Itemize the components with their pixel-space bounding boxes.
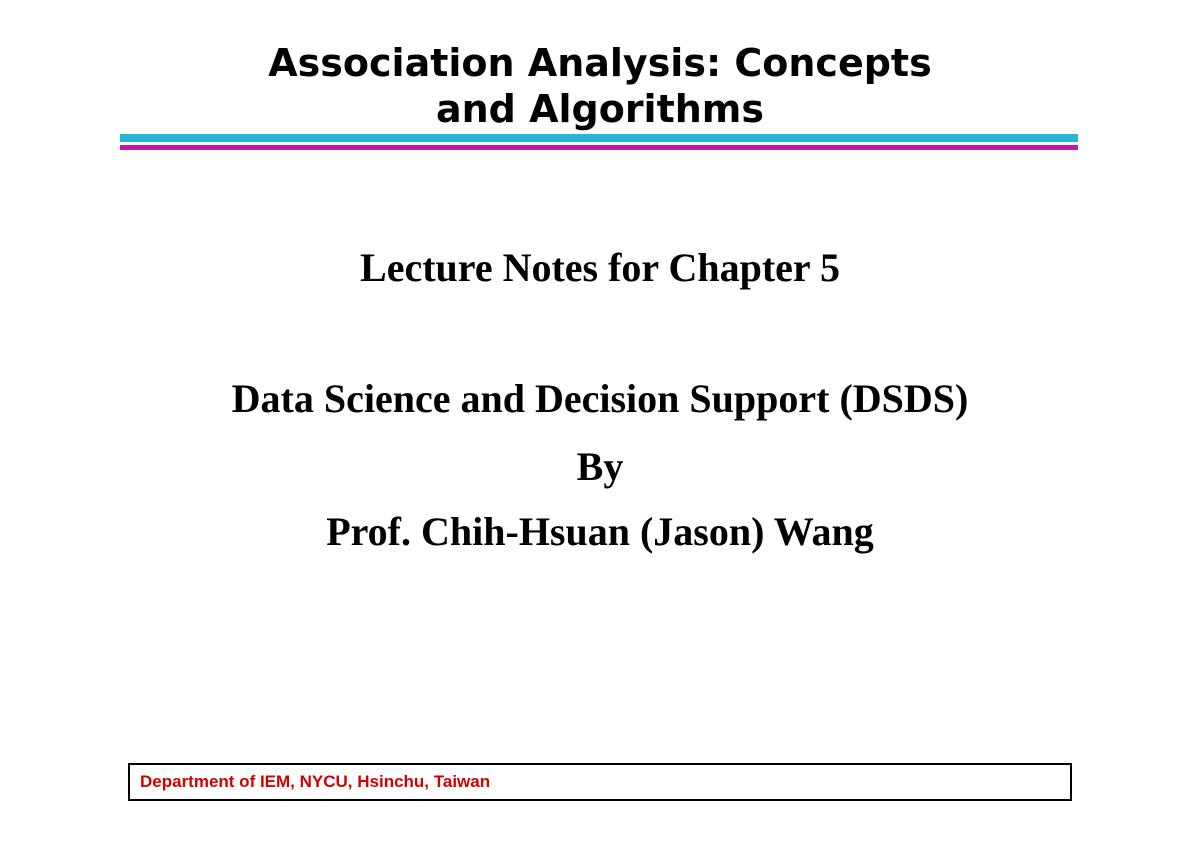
title-divider-magenta	[120, 145, 1078, 150]
slide-title-line-1: Association Analysis: Concepts	[268, 41, 932, 85]
title-divider-cyan	[120, 134, 1078, 142]
chapter-heading: Lecture Notes for Chapter 5	[360, 245, 840, 290]
footer-box	[128, 763, 1072, 801]
footer-text: Department of IEM, NYCU, Hsinchu, Taiwan	[140, 772, 491, 791]
course-name: Data Science and Decision Support (DSDS)	[231, 376, 969, 421]
slide-title-line-2: and Algorithms	[435, 87, 765, 131]
author-name: Prof. Chih-Hsuan (Jason) Wang	[326, 509, 874, 554]
slide-title	[0, 40, 1200, 132]
by-label: By	[576, 444, 624, 489]
